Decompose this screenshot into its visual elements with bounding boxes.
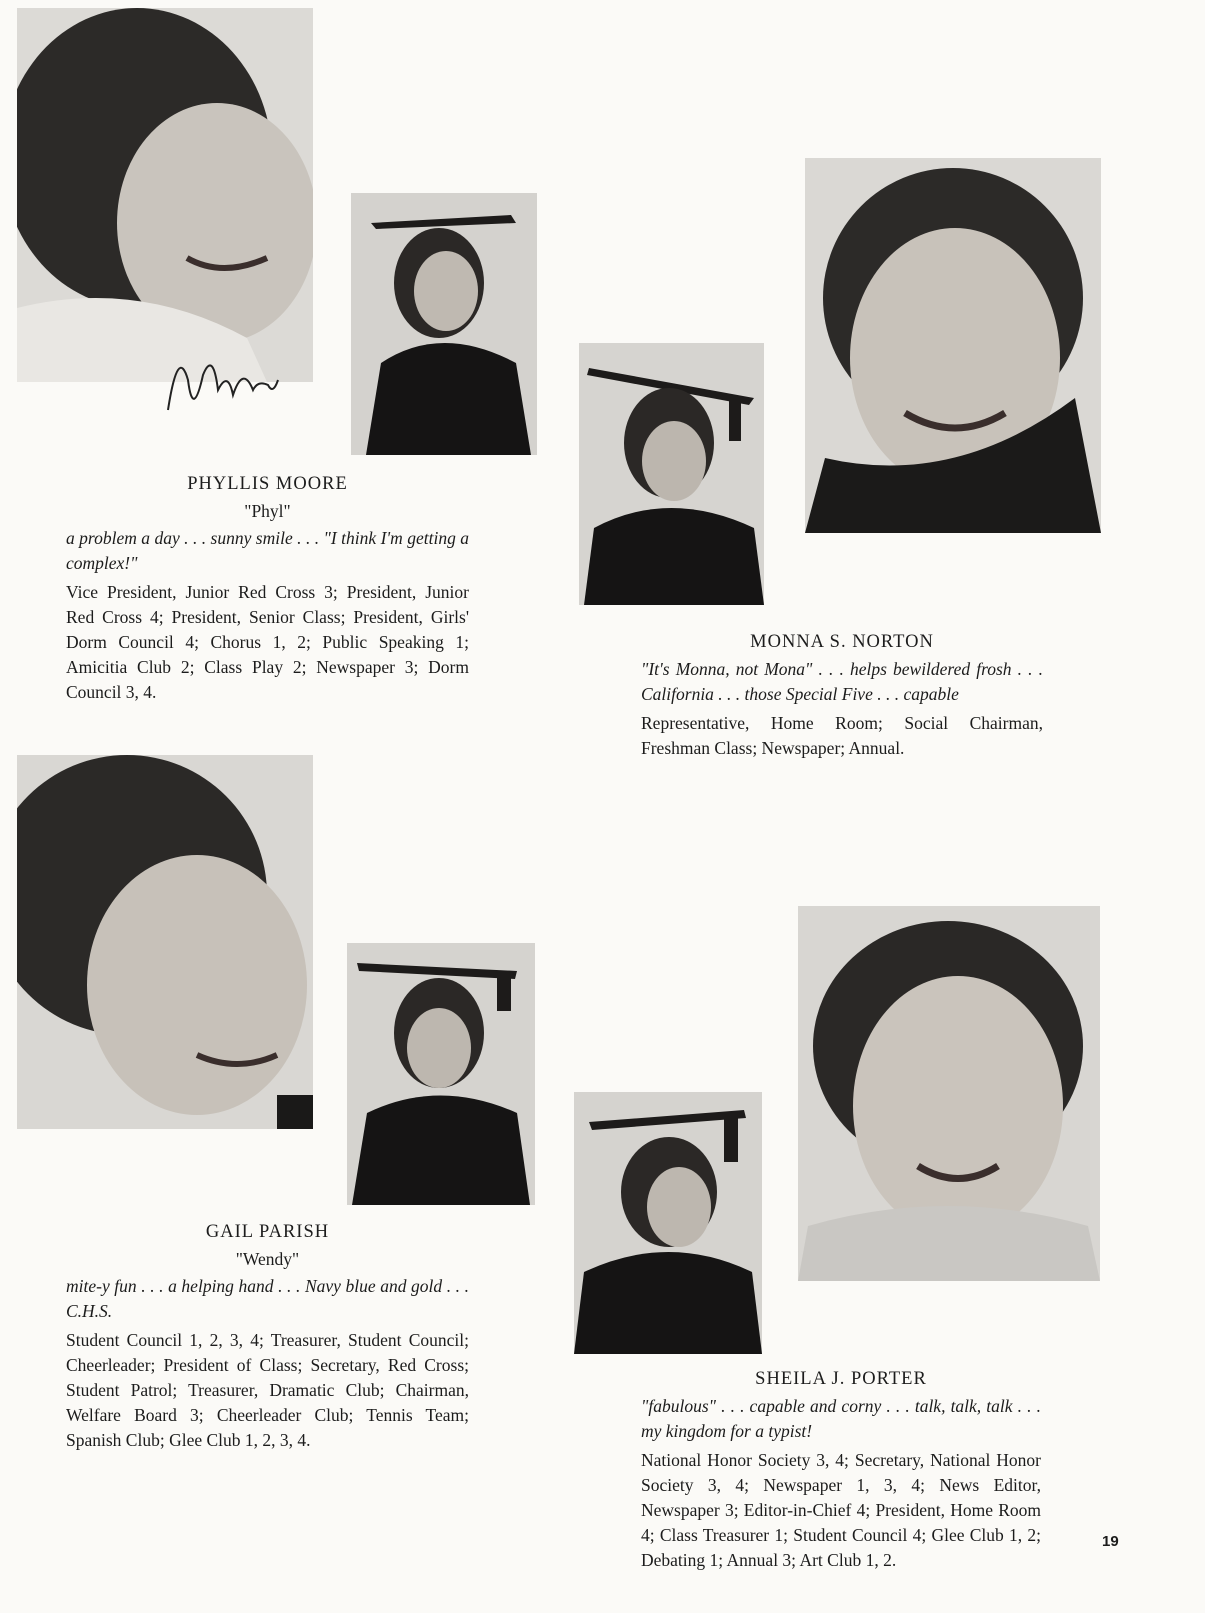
student-nickname: "Wendy" [235,1249,300,1269]
portrait-photo-phyllis-moore [17,8,313,382]
phyllis-signature [158,340,288,430]
student-name: SHEILA J. PORTER [755,1369,927,1389]
student-quote: mite-y fun . . . a helping hand . . . Navy blue and gold . . . C.H.S. [66,1276,469,1321]
page-number: 19 [1102,1533,1119,1550]
portrait-photo-gail-parish [17,755,313,1129]
student-activities: Representative, Home Room; Social Chairman, Freshman Class; Newspaper; Annual. [641,713,1043,758]
student-name: MONNA S. NORTON [750,632,934,652]
student-quote: a problem a day . . . sunny smile . . . "I think I'm getting a complex!" [66,528,469,573]
cap-and-gown-photo-gail-parish [347,943,535,1205]
student-activities: Vice President, Junior Red Cross 3; President, Junior Red Cross 4; President, Senior Class; President, Girls' Dorm Council 4; Chorus 1, 2; Public Speaking 1; Amicitia Club 2; Class Play 2; Newspaper 3; Dorm Council 3, 4. [66,582,469,702]
cap-and-gown-photo-sheila-j-porter [574,1092,762,1354]
student-activities: National Honor Society 3, 4; Secretary, National Honor Society 3, 4; Newspaper 1, 3, 4; News Editor, Newspaper 3; Editor-in-Chief 4; President, Home Room 4; Class Treasurer 1; Student Council 4; Glee Club 1, 2; Debating 1; Annual 3; Art Club 1, 2. [641,1450,1041,1570]
portrait-photo-monna-s-norton [805,158,1101,533]
student-block-gail-parish [66,1220,469,1453]
cap-and-gown-photo-phyllis-moore [351,193,537,455]
student-name: PHYLLIS MOORE [187,474,348,494]
student-nickname: "Phyl" [244,501,291,521]
student-name: GAIL PARISH [205,1222,330,1242]
cap-and-gown-photo-monna-s-norton [579,343,764,605]
student-block-phyllis-moore [66,472,469,705]
student-activities: Student Council 1, 2, 3, 4; Treasurer, Student Council; Cheerleader; President of Class; Secretary, Red Cross; Student Patrol; Treasurer, Dramatic Club; Chairman, Welfare Board 3; Cheerleader Club; Tennis Team; Spanish Club; Glee Club 1, 2, 3, 4. [66,1330,469,1450]
student-block-sheila-j-porter [641,1367,1041,1573]
portrait-photo-sheila-j-porter [798,906,1100,1281]
student-block-monna-s-norton [641,630,1043,761]
student-quote: "fabulous" . . . capable and corny . . . talk, talk, talk . . . my kingdom for a typist! [641,1396,1041,1441]
student-quote: "It's Monna, not Mona" . . . helps bewildered frosh . . . California . . . those Special Five . . . capable [641,659,1043,704]
